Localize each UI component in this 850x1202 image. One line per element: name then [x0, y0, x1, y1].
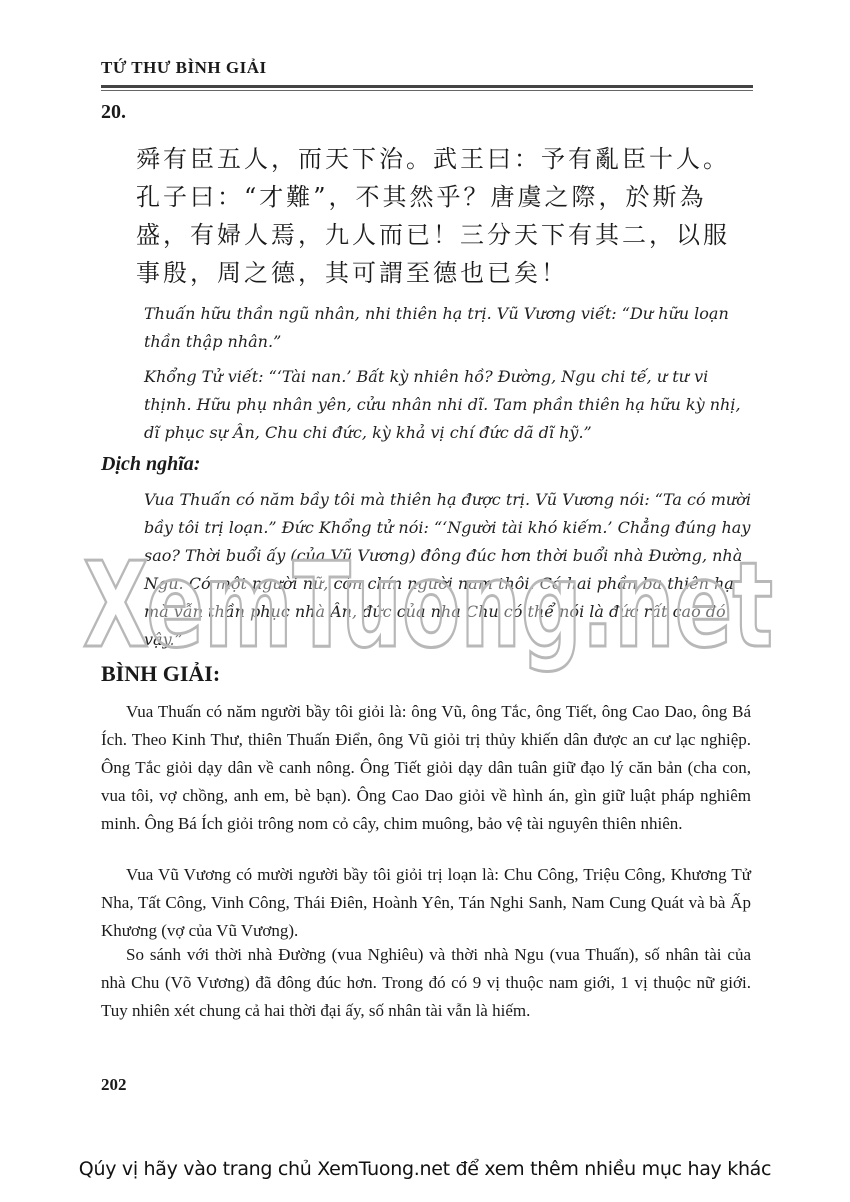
commentary-heading: BÌNH GIẢI:	[101, 661, 221, 686]
chinese-original-text	[136, 140, 756, 292]
transliteration-paragraph-2: Khổng Tử viết: “‘Tài nan.’ Bất kỳ nhiên hồ? Đường, Ngu chi tế, ư tư vi thịnh. Hữu phụ nhân yên, cửu nhân nhi dĩ. Tam phần thiên hạ hữu kỳ nhị, dĩ phục sự Ân, Chu chi đức, kỳ khả vị chí đức dã dĩ hỹ.”	[144, 367, 741, 442]
section-number: 20.	[101, 101, 126, 123]
chinese-line: 孔子曰：“才難”，不其然乎？唐虞之際，於斯為	[136, 183, 707, 211]
commentary-paragraph-3: So sánh với thời nhà Đường (vua Nghiêu) và thời nhà Ngu (vua Thuấn), số nhân tài của nhà Chu (Võ Vương) đã đông đúc hơn. Trong đó có 9 vị thuộc nam giới, 1 vị thuộc nữ giới. Tuy nhiên xét chung cả hai thời đại ấy, số nhân tài vẫn là hiếm.	[101, 945, 751, 1020]
commentary-paragraph-2: Vua Vũ Vương có mười người bầy tôi giỏi trị loạn là: Chu Công, Triệu Công, Khương Tử Nha, Tất Công, Vinh Công, Thái Điên, Hoành Yên, Tán Nghi Sanh, Nam Cung Quát và bà Ấp Khương (vợ của Vũ Vương).	[101, 865, 751, 940]
chinese-line: 盛，有婦人焉，九人而已！三分天下有其二，以服	[136, 221, 730, 249]
commentary-paragraph-1: Vua Thuấn có năm người bầy tôi giỏi là: ông Vũ, ông Tắc, ông Tiết, ông Cao Dao, ông Bá Ích. Theo Kinh Thư, thiên Thuấn Điển, ông Vũ giỏi trị thủy khiến dân được an cư lạc nghiệp. Ông Tắc giỏi dạy dân về canh nông. Ông Tiết giỏi dạy dân tuân giữ đạo lý căn bản (cha con, vua tôi, vợ chồng, anh em, bè bạn). Ông Cao Dao giỏi về hình án, gìn giữ luật pháp nghiêm minh. Ông Bá Ích giỏi trông nom cỏ cây, chim muông, bảo vệ tài nguyên thiên nhiên.	[101, 702, 751, 833]
page-number: 202	[101, 1075, 127, 1094]
header-rule-thick	[101, 85, 753, 88]
running-header: TỨ THƯ BÌNH GIẢI	[101, 58, 267, 77]
chinese-line: 事殷，周之德，其可謂至德也已矣！	[136, 259, 568, 287]
footer-promo-text: Qúy vị hãy vào trang chủ XemTuong.net để xem thêm nhiều mục hay khác	[78, 1158, 772, 1180]
header-rule-thin	[101, 90, 753, 91]
svg-text:XemTuong.net: XemTuong.net	[83, 536, 773, 674]
chinese-line: 舜有臣五人，而天下治。武王曰：予有亂臣十人。	[136, 145, 730, 173]
translation-paragraph: Vua Thuấn có năm bầy tôi mà thiên hạ được trị. Vũ Vương nói: “Ta có mười bầy tôi trị loạn.” Đức Khổng tử nói: “‘Người tài khó kiếm.’ Chẳng đúng hay sao? Thời buổi ấy (của Vũ Vương) đông đúc hơn thời buổi nhà Đường, nhà Ngu. Có một người nữ, còn chín người nam thôi. Có hai phần ba thiên hạ mà vẫn thần phục nhà Ân, đức của nhà Chu có thể nói là đức rất cao đó vậy.”	[144, 490, 751, 649]
transliteration-paragraph-1: Thuấn hữu thần ngũ nhân, nhi thiên hạ trị. Vũ Vương viết: “Dư hữu loạn thần thập nhân.”	[144, 304, 729, 351]
translation-heading: Dịch nghĩa:	[101, 453, 201, 475]
